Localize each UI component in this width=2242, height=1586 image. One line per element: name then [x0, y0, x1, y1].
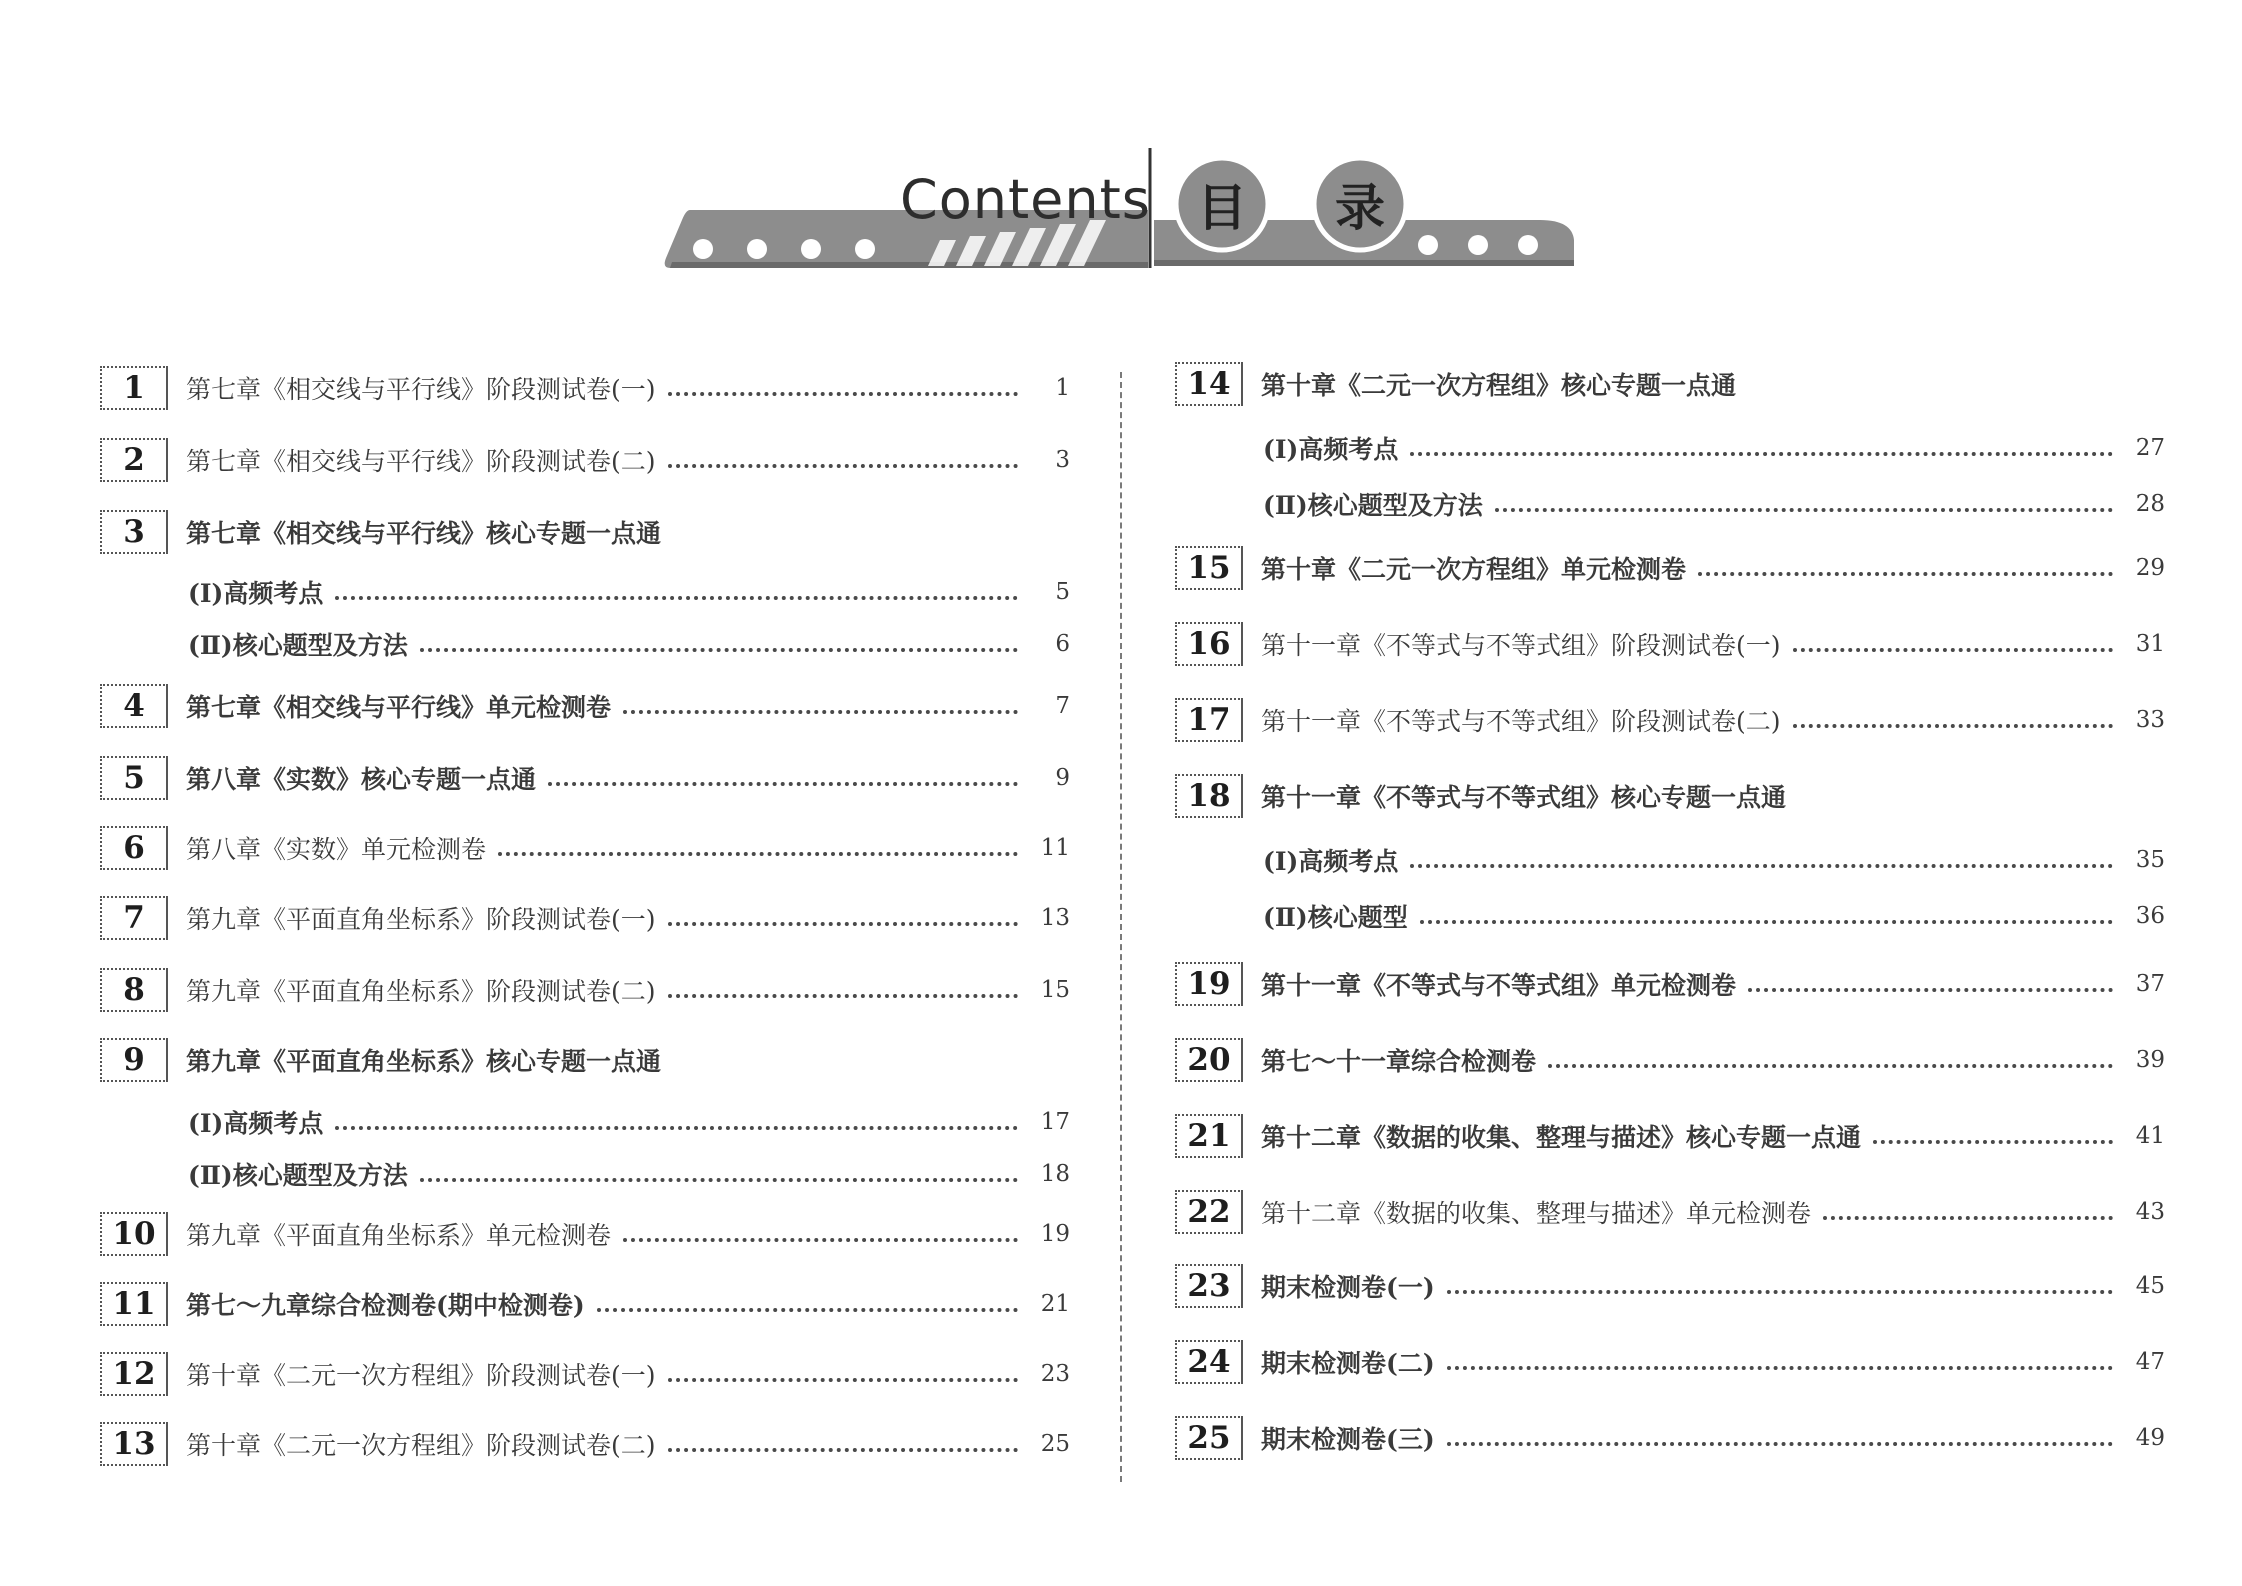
toc-subentry[interactable]	[100, 1148, 1070, 1200]
toc-entry[interactable]	[100, 1278, 1070, 1330]
dot-leader	[335, 596, 1018, 600]
toc-entry[interactable]	[1175, 618, 2165, 670]
dot-leader	[668, 1378, 1018, 1382]
toc-subentry[interactable]	[100, 618, 1070, 670]
toc-entry[interactable]	[100, 680, 1070, 732]
toc-subentry[interactable]	[100, 1096, 1070, 1148]
entry-number: 11	[100, 1282, 168, 1326]
dot-leader	[1793, 648, 2113, 652]
toc-entry[interactable]	[100, 1034, 1070, 1086]
entry-number: 2	[100, 438, 168, 482]
toc-subentry[interactable]	[1175, 834, 2165, 886]
entry-title: 第八章《实数》单元检测卷	[186, 835, 487, 864]
toc-entry[interactable]	[1175, 1034, 2165, 1086]
entry-page: 33	[2135, 707, 2165, 733]
entry-page: 29	[2135, 555, 2165, 581]
entry-title: 第七～九章综合检测卷(期中检测卷)	[186, 1291, 585, 1320]
entry-number: 10	[100, 1212, 168, 1256]
entry-page: 5	[1055, 579, 1070, 605]
toc-subentry[interactable]	[1175, 478, 2165, 530]
entry-title: 第十章《二元一次方程组》阶段测试卷(二)	[186, 1431, 656, 1460]
entry-page: 11	[1040, 835, 1070, 861]
toc-entry[interactable]	[100, 506, 1070, 558]
dot-leader	[668, 994, 1018, 998]
subentry-title: (Ⅰ)高频考点	[188, 1109, 324, 1138]
dot-leader	[1698, 572, 2113, 576]
entry-number: 12	[100, 1352, 168, 1396]
entry-title: 第七～十一章综合检测卷	[1261, 1047, 1537, 1076]
entry-title: 第八章《实数》核心专题一点通	[186, 765, 537, 794]
entry-title: 第十二章《数据的收集、整理与描述》核心专题一点通	[1261, 1123, 1862, 1152]
entry-page: 47	[2135, 1349, 2165, 1375]
toc-subentry[interactable]	[100, 566, 1070, 618]
entry-title: 第十一章《不等式与不等式组》阶段测试卷(一)	[1261, 631, 1781, 660]
dot-leader	[1823, 1216, 2113, 1220]
entry-page: 37	[2135, 971, 2165, 997]
entry-title: 第七章《相交线与平行线》单元检测卷	[186, 693, 612, 722]
entry-title: 第十二章《数据的收集、整理与描述》单元检测卷	[1261, 1199, 1812, 1228]
entry-number: 22	[1175, 1190, 1243, 1234]
entry-page: 6	[1055, 631, 1070, 657]
entry-page: 7	[1055, 693, 1070, 719]
toc-entry[interactable]	[1175, 1260, 2165, 1312]
entry-page: 31	[2135, 631, 2165, 657]
title-char-lu: 录	[1335, 179, 1385, 237]
entry-number: 14	[1175, 362, 1243, 406]
toc-entry[interactable]	[1175, 1412, 2165, 1464]
dot-leader	[668, 392, 1018, 396]
toc-entry[interactable]	[1175, 1186, 2165, 1238]
entry-title: 第九章《平面直角坐标系》阶段测试卷(二)	[186, 977, 656, 1006]
entry-page: 49	[2135, 1425, 2165, 1451]
entry-number: 5	[100, 756, 168, 800]
entry-page: 3	[1055, 447, 1070, 473]
banner-graphic	[0, 0, 2242, 300]
entry-page: 45	[2135, 1273, 2165, 1299]
dot-leader	[597, 1308, 1018, 1312]
dot-leader	[335, 1126, 1018, 1130]
entry-page: 25	[1040, 1431, 1070, 1457]
entry-title: 第十一章《不等式与不等式组》单元检测卷	[1261, 971, 1737, 1000]
entry-page: 35	[2135, 847, 2165, 873]
entry-number: 7	[100, 896, 168, 940]
toc-entry[interactable]	[100, 892, 1070, 944]
entry-page: 28	[2135, 491, 2165, 517]
entry-page: 39	[2135, 1047, 2165, 1073]
toc-entry[interactable]	[100, 752, 1070, 804]
dot-leader	[1410, 452, 2113, 456]
entry-page: 9	[1055, 765, 1070, 791]
dot-leader	[1447, 1366, 2113, 1370]
entry-title: 第七章《相交线与平行线》阶段测试卷(一)	[186, 375, 656, 404]
entry-number: 23	[1175, 1264, 1243, 1308]
entry-page: 43	[2135, 1199, 2165, 1225]
entry-page: 17	[1040, 1109, 1070, 1135]
entry-title: 期末检测卷(一)	[1261, 1273, 1435, 1302]
column-divider	[1120, 372, 1122, 1482]
dot-leader	[1420, 920, 2113, 924]
dot-leader	[1748, 988, 2113, 992]
dot-leader	[548, 782, 1018, 786]
subentry-title: (Ⅰ)高频考点	[1263, 847, 1399, 876]
toc-entry[interactable]	[100, 1348, 1070, 1400]
toc-entry[interactable]	[1175, 770, 2165, 822]
entry-title: 第十章《二元一次方程组》核心专题一点通	[1261, 371, 1737, 400]
contents-title: Contents	[900, 168, 1151, 231]
entry-page: 18	[1040, 1161, 1070, 1187]
entry-title: 第十章《二元一次方程组》单元检测卷	[1261, 555, 1687, 584]
subentry-title: (Ⅱ)核心题型及方法	[188, 631, 408, 660]
entry-number: 21	[1175, 1114, 1243, 1158]
toc-subentry[interactable]	[1175, 890, 2165, 942]
subentry-title: (Ⅱ)核心题型	[1263, 903, 1408, 932]
entry-number: 15	[1175, 546, 1243, 590]
entry-number: 17	[1175, 698, 1243, 742]
dot-leader	[1447, 1290, 2113, 1294]
entry-page: 19	[1040, 1221, 1070, 1247]
entry-title: 第十一章《不等式与不等式组》阶段测试卷(二)	[1261, 707, 1781, 736]
entry-number: 24	[1175, 1340, 1243, 1384]
entry-page: 15	[1040, 977, 1070, 1003]
title-char-mu: 目	[1197, 179, 1247, 237]
toc-entry[interactable]	[1175, 542, 2165, 594]
entry-page: 27	[2135, 435, 2165, 461]
dot-leader	[1410, 864, 2113, 868]
entry-number: 13	[100, 1422, 168, 1466]
entry-title: 第十章《二元一次方程组》阶段测试卷(一)	[186, 1361, 656, 1390]
entry-title: 期末检测卷(三)	[1261, 1425, 1435, 1454]
entry-page: 41	[2135, 1123, 2165, 1149]
entry-number: 9	[100, 1038, 168, 1082]
dot-leader	[668, 464, 1018, 468]
toc-entry[interactable]	[1175, 1110, 2165, 1162]
subentry-title: (Ⅱ)核心题型及方法	[188, 1161, 408, 1190]
entry-title: 第十一章《不等式与不等式组》核心专题一点通	[1261, 783, 1787, 812]
entry-page: 13	[1040, 905, 1070, 931]
dot-leader	[1447, 1442, 2113, 1446]
toc-entry[interactable]	[100, 434, 1070, 486]
entry-number: 3	[100, 510, 168, 554]
entry-title: 期末检测卷(二)	[1261, 1349, 1435, 1378]
entry-title: 第九章《平面直角坐标系》核心专题一点通	[186, 1047, 662, 1076]
dot-leader	[623, 710, 1018, 714]
entry-number: 19	[1175, 962, 1243, 1006]
entry-title: 第九章《平面直角坐标系》阶段测试卷(一)	[186, 905, 656, 934]
toc-entry[interactable]	[1175, 358, 2165, 410]
dot-leader	[1873, 1140, 2113, 1144]
toc-entry[interactable]	[100, 964, 1070, 1016]
dot-leader	[420, 1178, 1018, 1182]
dot-leader	[1495, 508, 2113, 512]
entry-number: 6	[100, 826, 168, 870]
entry-title: 第九章《平面直角坐标系》单元检测卷	[186, 1221, 612, 1250]
contents-banner	[0, 0, 2242, 300]
dot-leader	[668, 1448, 1018, 1452]
toc-entry[interactable]	[100, 1208, 1070, 1260]
toc-entry[interactable]	[1175, 958, 2165, 1010]
toc-entry[interactable]	[1175, 694, 2165, 746]
dot-leader	[668, 922, 1018, 926]
entry-number: 4	[100, 684, 168, 728]
entry-number: 20	[1175, 1038, 1243, 1082]
entry-title: 第七章《相交线与平行线》核心专题一点通	[186, 519, 662, 548]
dot-leader	[498, 852, 1018, 856]
entry-page: 36	[2135, 903, 2165, 929]
subentry-title: (Ⅱ)核心题型及方法	[1263, 491, 1483, 520]
entry-page: 23	[1040, 1361, 1070, 1387]
dot-leader	[1793, 724, 2113, 728]
entry-number: 18	[1175, 774, 1243, 818]
entry-number: 8	[100, 968, 168, 1012]
entry-page: 21	[1040, 1291, 1070, 1317]
toc-entry[interactable]	[100, 1418, 1070, 1470]
entry-title: 第七章《相交线与平行线》阶段测试卷(二)	[186, 447, 656, 476]
entry-number: 16	[1175, 622, 1243, 666]
dot-leader	[420, 648, 1018, 652]
subentry-title: (Ⅰ)高频考点	[1263, 435, 1399, 464]
dot-leader	[623, 1238, 1018, 1242]
entry-page: 1	[1055, 375, 1070, 401]
toc-entry[interactable]	[100, 362, 1070, 414]
toc-subentry[interactable]	[1175, 422, 2165, 474]
toc-entry[interactable]	[100, 822, 1070, 874]
entry-number: 1	[100, 366, 168, 410]
entry-number: 25	[1175, 1416, 1243, 1460]
toc-entry[interactable]	[1175, 1336, 2165, 1388]
subentry-title: (Ⅰ)高频考点	[188, 579, 324, 608]
dot-leader	[1548, 1064, 2113, 1068]
